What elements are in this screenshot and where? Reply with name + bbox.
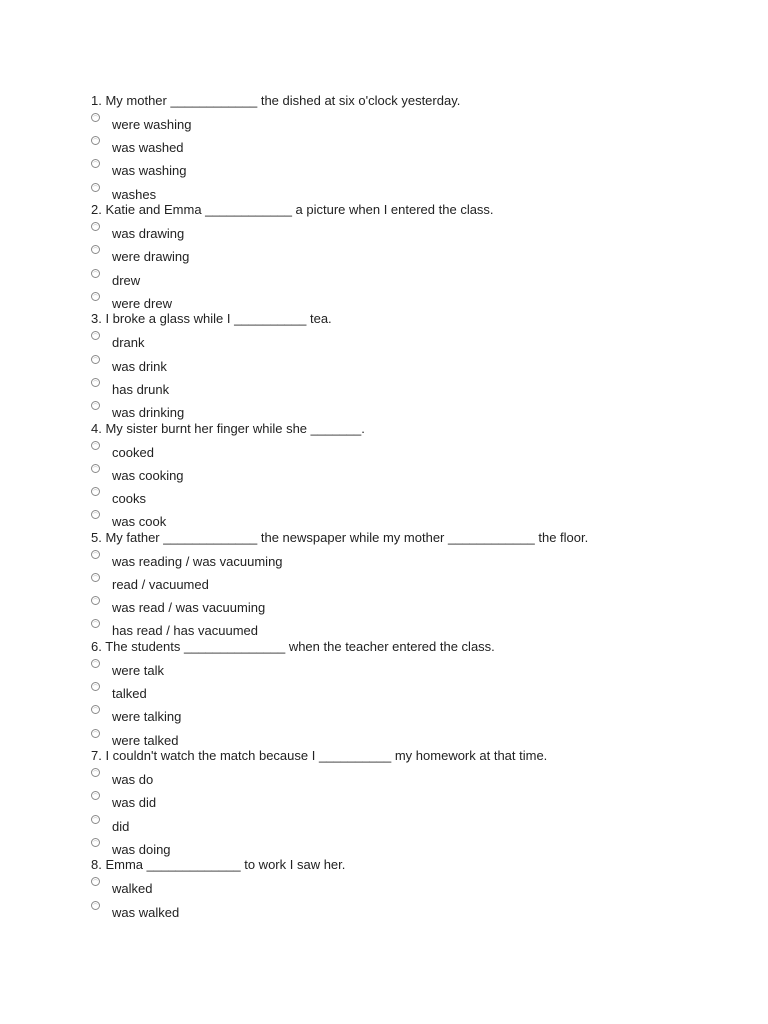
- answer-option[interactable]: [91, 705, 181, 725]
- radio-button[interactable]: [91, 682, 100, 691]
- radio-button[interactable]: [91, 441, 100, 450]
- option-label: was washing: [112, 163, 187, 179]
- radio-button[interactable]: [91, 245, 100, 254]
- option-label: were washing: [112, 117, 192, 132]
- radio-button[interactable]: [91, 705, 100, 714]
- radio-button[interactable]: [91, 355, 100, 364]
- radio-button[interactable]: [91, 222, 100, 231]
- option-label: was drinking: [112, 405, 185, 420]
- option-label: was washed: [112, 140, 184, 156]
- radio-button[interactable]: [91, 159, 100, 168]
- option-label: was drink: [112, 358, 167, 374]
- answer-option[interactable]: [91, 269, 140, 289]
- radio-button[interactable]: [91, 487, 100, 496]
- option-label: were talked: [112, 732, 179, 748]
- option-label: was walked: [112, 904, 180, 920]
- option-label: cooks: [112, 491, 146, 506]
- radio-button[interactable]: [91, 464, 100, 473]
- radio-button[interactable]: [91, 401, 100, 410]
- option-label: were drew: [112, 295, 172, 311]
- answer-option[interactable]: [91, 791, 156, 811]
- radio-button[interactable]: [91, 292, 100, 301]
- answer-option[interactable]: [91, 331, 145, 351]
- radio-button[interactable]: [91, 573, 100, 582]
- option-label: washes: [112, 186, 157, 202]
- option-label: talked: [112, 686, 147, 702]
- answer-option[interactable]: [91, 573, 209, 593]
- option-label: was cook: [112, 514, 167, 530]
- radio-button[interactable]: [91, 183, 100, 192]
- answer-option[interactable]: [91, 510, 166, 530]
- answer-option[interactable]: [91, 815, 129, 835]
- option-label: was did: [112, 795, 157, 811]
- option-label: has read / has vacuumed: [112, 623, 258, 639]
- answer-option[interactable]: [91, 401, 184, 421]
- radio-button[interactable]: [91, 331, 100, 340]
- option-label: cooked: [112, 444, 154, 460]
- question-text: 8. Emma _____________ to work I saw her.: [91, 857, 346, 873]
- answer-option[interactable]: [91, 113, 192, 133]
- option-label: was doing: [112, 841, 171, 857]
- radio-button[interactable]: [91, 815, 100, 824]
- answer-option[interactable]: [91, 729, 178, 749]
- option-label: were talking: [112, 709, 182, 725]
- option-label: was read / was vacuuming: [112, 600, 266, 616]
- option-label: did: [112, 818, 130, 834]
- question-text: 3. I broke a glass while I __________ tea.: [91, 311, 332, 327]
- answer-option[interactable]: [91, 441, 154, 461]
- question-text: 1. My mother ____________ the dished at six o'clock yesterday.: [91, 93, 461, 108]
- radio-button[interactable]: [91, 901, 100, 910]
- option-label: was reading / was vacuuming: [112, 553, 283, 569]
- radio-button[interactable]: [91, 269, 100, 278]
- answer-option[interactable]: [91, 659, 164, 679]
- answer-option[interactable]: [91, 682, 147, 702]
- radio-button[interactable]: [91, 877, 100, 886]
- radio-button[interactable]: [91, 550, 100, 559]
- question-text: 6. The students ______________ when the teacher entered the class.: [91, 639, 495, 654]
- option-label: was cooking: [112, 467, 184, 483]
- option-label: was do: [112, 772, 154, 788]
- radio-button[interactable]: [91, 791, 100, 800]
- answer-option[interactable]: [91, 596, 265, 616]
- option-label: walked: [112, 881, 153, 897]
- question-text: 5. My father _____________ the newspaper while my mother ____________ the floor.: [91, 529, 589, 545]
- radio-button[interactable]: [91, 768, 100, 777]
- answer-option[interactable]: [91, 136, 184, 156]
- radio-button[interactable]: [91, 659, 100, 668]
- answer-option[interactable]: [91, 838, 171, 858]
- radio-button[interactable]: [91, 378, 100, 387]
- answer-option[interactable]: [91, 245, 189, 265]
- radio-button[interactable]: [91, 596, 100, 605]
- answer-option[interactable]: [91, 355, 167, 375]
- answer-option[interactable]: [91, 619, 258, 639]
- option-label: was drawing: [112, 226, 185, 242]
- answer-option[interactable]: [91, 901, 179, 921]
- option-label: has drunk: [112, 381, 170, 397]
- option-label: were drawing: [112, 249, 190, 265]
- radio-button[interactable]: [91, 113, 100, 122]
- answer-option[interactable]: [91, 292, 172, 312]
- answer-option[interactable]: [91, 768, 153, 788]
- radio-button[interactable]: [91, 838, 100, 847]
- radio-button[interactable]: [91, 729, 100, 738]
- radio-button[interactable]: [91, 136, 100, 145]
- radio-button[interactable]: [91, 510, 100, 519]
- question-text: 7. I couldn't watch the match because I __________ my homework at that time.: [91, 748, 548, 764]
- option-label: read / vacuumed: [112, 577, 209, 592]
- option-label: drank: [112, 335, 145, 351]
- answer-option[interactable]: [91, 464, 184, 484]
- option-label: were talk: [112, 663, 165, 678]
- answer-option[interactable]: [91, 183, 156, 203]
- answer-option[interactable]: [91, 378, 169, 398]
- radio-button[interactable]: [91, 619, 100, 628]
- question-text: 4. My sister burnt her finger while she _______.: [91, 420, 365, 436]
- question-text: 2. Katie and Emma ____________ a picture when I entered the class.: [91, 202, 494, 218]
- answer-option[interactable]: [91, 222, 184, 242]
- answer-option[interactable]: [91, 877, 152, 897]
- answer-option[interactable]: [91, 550, 283, 570]
- answer-option[interactable]: [91, 159, 186, 179]
- option-label: drew: [112, 272, 141, 288]
- answer-option[interactable]: [91, 487, 146, 507]
